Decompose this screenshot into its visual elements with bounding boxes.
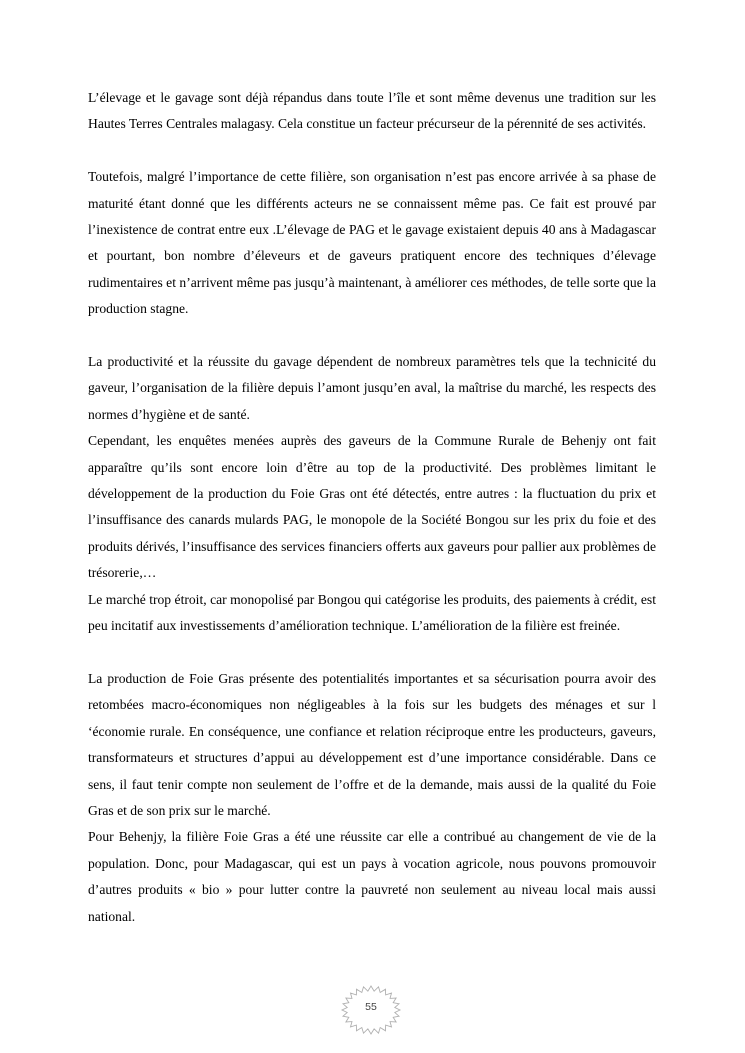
paragraph-problems: Cependant, les enquêtes menées auprès des gaveurs de la Commune Rurale de Behenjy ont fait apparaître qu’ils sont encore loin d’être au top de la productivité. Des problèmes limitant le développement de la production du Foie Gras ont été détectés, entre autres : la fluctuation du prix et l’insuffisance des canards mulards PAG, le monopole de la Société Bongou sur les prix du foie et des produits dérivés, l’insuffisance des services financiers offerts aux gaveurs pour pallier aux problèmes de trésorerie,… — [88, 433, 656, 581]
paragraph-tradition: L’élevage et le gavage sont déjà répandus dans toute l’île et sont même devenus une tradition sur les Hautes Terres Centrales malagasy. Cela constitue un facteur précurseur de la pérennité de ses activités. — [88, 90, 656, 132]
document-body — [88, 85, 656, 930]
paragraph-market: Le marché trop étroit, car monopolisé par Bongou qui catégorise les produits, des paiements à crédit, est peu incitatif aux investissements d’amélioration technique. L’amélioration de la filière est freinée. — [88, 591, 656, 634]
paragraph-productivity: La productivité et la réussite du gavage dépendent de nombreux paramètres tels que la technicité du gaveur, l’organisation de la filière depuis l’amont jusqu’en aval, la maîtrise du marché, les respects des normes d’hygiène et de santé. — [88, 354, 656, 422]
paragraph-maturity: Toutefois, malgré l’importance de cette filière, son organisation n’est pas encore arrivée à sa phase de maturité étant donné que les différents acteurs ne se connaissent même pas. Ce fait est prouvé par l’inexistence de contrat entre eux .L’élevage de PAG et le gavage existaient depuis 40 ans à Madagascar et pourtant, bon nombre d’éleveurs et de gaveurs pratiquent encore des techniques d’élevage rudimentaires et n’arrivent même pas jusqu’à maintenant, à améliorer ces méthodes, de telle sorte que la production stagne. — [88, 169, 656, 317]
page-number-badge — [340, 984, 402, 1036]
page-number: 55 — [365, 1001, 377, 1013]
paragraph-behenjy: Pour Behenjy, la filière Foie Gras a été une réussite car elle a contribué au changement de vie de la population. Donc, pour Madagascar, qui est un pays à vocation agricole, nous pouvons promouvoir d’autres produits « bio » pour lutter contre la pauvreté non seulement au niveau local mais aussi national. — [88, 829, 656, 924]
paragraph-potential: La production de Foie Gras présente des potentialités importantes et sa sécurisation pourra avoir des retombées macro-économiques non négligeables à la fois sur les budgets des ménages et sur l ‘économie rurale. En conséquence, une confiance et relation réciproque entre les producteurs, gaveurs, transformateurs et structures d’appui au développement est d’une importance considérable. Dans ce sens, il faut tenir compte non seulement de l’offre et de la demande, mais aussi de la qualité du Foie Gras et de son prix sur le marché. — [88, 670, 656, 818]
